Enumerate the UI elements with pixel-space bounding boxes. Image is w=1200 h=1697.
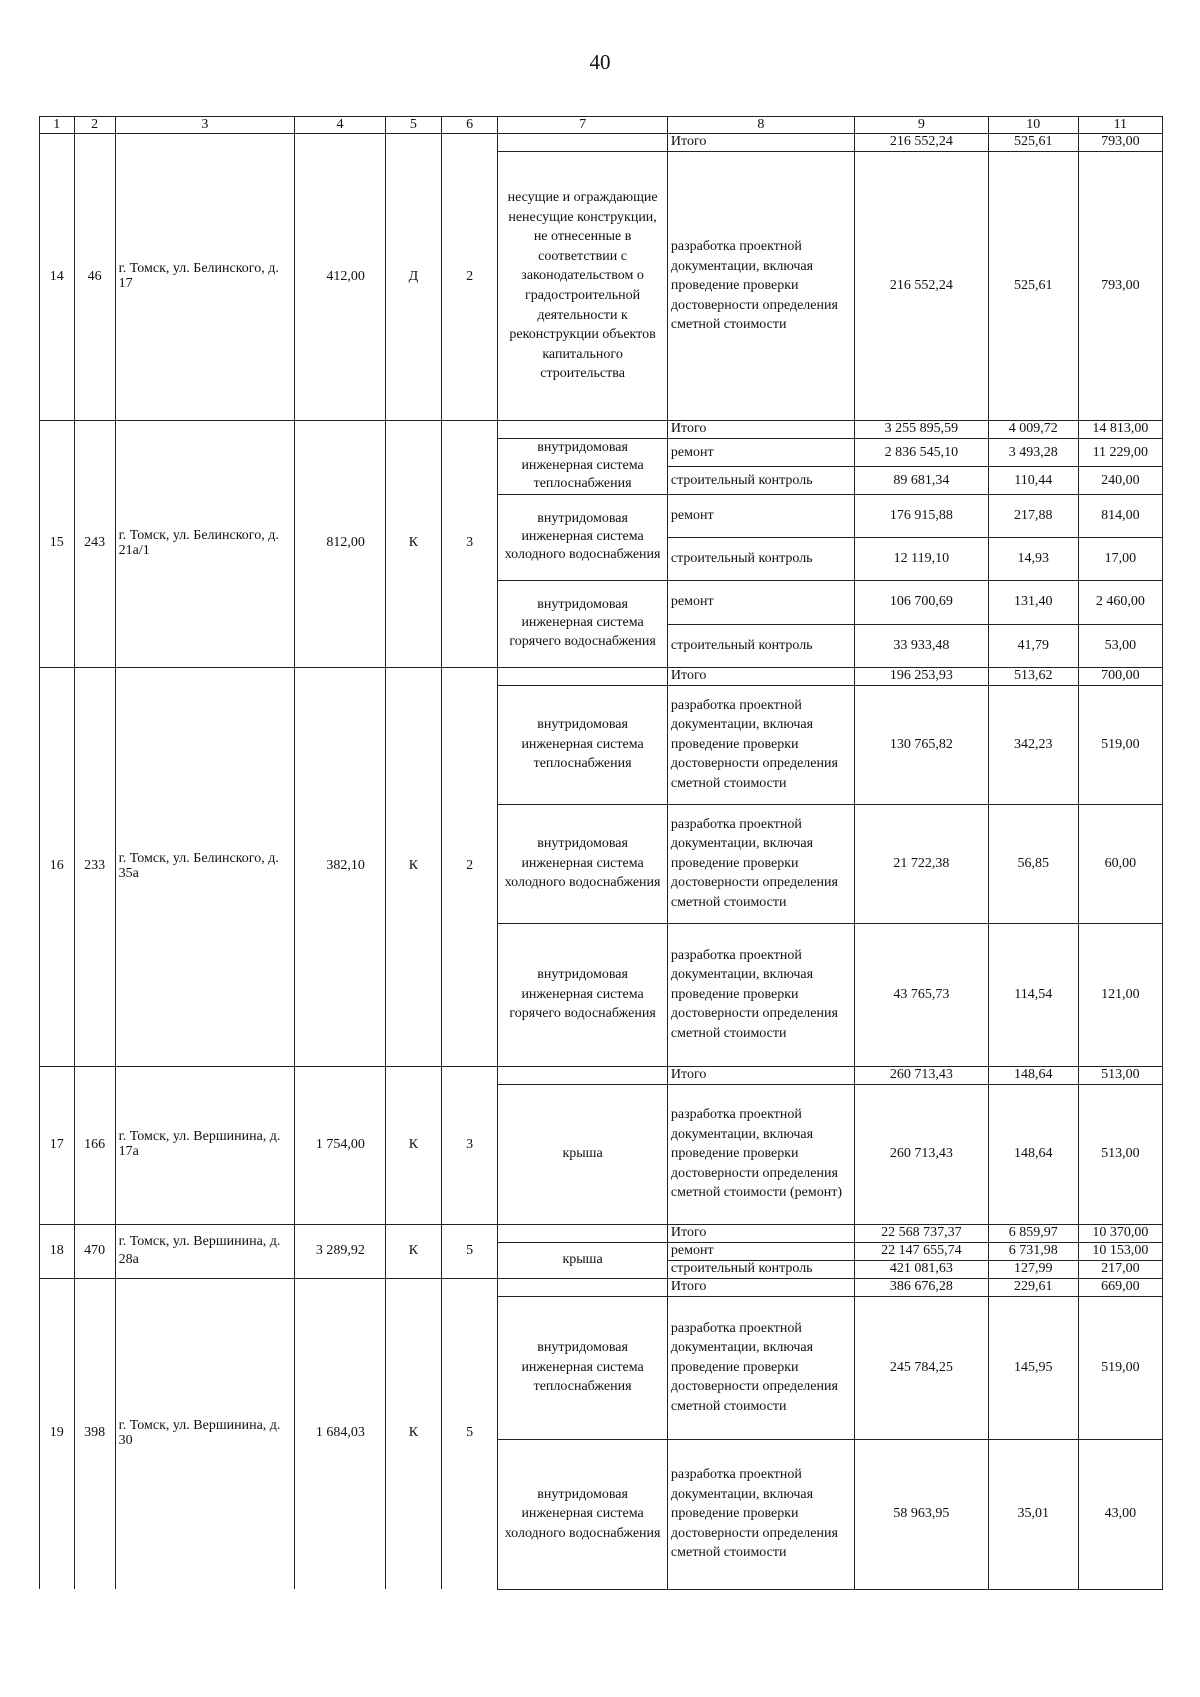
- col-header: 4: [295, 117, 386, 134]
- unit-cost: 114,54: [988, 923, 1078, 1066]
- work-type: ремонт: [667, 580, 854, 624]
- floors: 3: [442, 421, 498, 668]
- page-number: 40: [589, 50, 611, 74]
- system-cell: внутридомовая инженерная система холодного водоснабжения: [498, 494, 668, 580]
- cost: 245 784,25: [854, 1296, 988, 1439]
- category: К: [385, 1224, 441, 1278]
- work-type: ремонт: [667, 439, 854, 467]
- house-id: 46: [74, 134, 115, 421]
- cost: 260 713,43: [854, 1084, 988, 1224]
- unit-cost: 110,44: [988, 467, 1078, 494]
- area: 1 754,00: [295, 1066, 386, 1224]
- work-type: разработка проектной документации, включая проведение проверки достоверности определения сметной стоимости: [667, 923, 854, 1066]
- system-cell: внутридомовая инженерная система теплоснабжения: [498, 685, 668, 804]
- row-number: 16: [40, 667, 75, 1066]
- floors: 2: [442, 667, 498, 1066]
- limit-cost: 793,00: [1078, 152, 1162, 421]
- limit-cost: 519,00: [1078, 685, 1162, 804]
- limit-cost: 53,00: [1078, 624, 1162, 667]
- unit-cost: 41,79: [988, 624, 1078, 667]
- area: 412,00: [295, 134, 386, 421]
- unit-cost: 131,40: [988, 580, 1078, 624]
- table-row: [40, 667, 1163, 685]
- col-header: 7: [498, 117, 668, 134]
- system-cell: крыша: [498, 1084, 668, 1224]
- limit-cost: 14 813,00: [1078, 421, 1162, 439]
- unit-cost: 217,88: [988, 494, 1078, 537]
- cost: 33 933,48: [854, 624, 988, 667]
- work-type: разработка проектной документации, включая проведение проверки достоверности определения сметной стоимости: [667, 804, 854, 923]
- system-cell: внутридомовая инженерная система теплоснабжения: [498, 1296, 668, 1439]
- table-row: [40, 134, 1163, 152]
- system-cell: внутридомовая инженерная система холодного водоснабжения: [498, 804, 668, 923]
- unit-cost: 4 009,72: [988, 421, 1078, 439]
- work-type: разработка проектной документации, включая проведение проверки достоверности определения сметной стоимости (ремонт): [667, 1084, 854, 1224]
- cost: 130 765,82: [854, 685, 988, 804]
- cost: 421 081,63: [854, 1260, 988, 1278]
- unit-cost: 148,64: [988, 1066, 1078, 1084]
- unit-cost: 145,95: [988, 1296, 1078, 1439]
- house-id: 470: [74, 1224, 115, 1278]
- limit-cost: 11 229,00: [1078, 439, 1162, 467]
- col-header: 6: [442, 117, 498, 134]
- area: 382,10: [295, 667, 386, 1066]
- cost: 89 681,34: [854, 467, 988, 494]
- work-type: разработка проектной документации, включая проведение проверки достоверности определения сметной стоимости: [667, 1296, 854, 1439]
- limit-cost: 240,00: [1078, 467, 1162, 494]
- row-number: 15: [40, 421, 75, 668]
- system-cell: крыша: [498, 1242, 668, 1278]
- system-cell: [498, 1224, 668, 1242]
- system-cell: [498, 134, 668, 152]
- address: г. Томск, ул. Вершинина, д. 30: [115, 1278, 294, 1589]
- floors: 5: [442, 1278, 498, 1589]
- system-cell: [498, 1278, 668, 1296]
- row-number: 18: [40, 1224, 75, 1278]
- unit-cost: 148,64: [988, 1084, 1078, 1224]
- col-header: 11: [1078, 117, 1162, 134]
- cost: 58 963,95: [854, 1439, 988, 1589]
- col-header: 3: [115, 117, 294, 134]
- row-number: 17: [40, 1066, 75, 1224]
- house-id: 233: [74, 667, 115, 1066]
- limit-cost: 10 153,00: [1078, 1242, 1162, 1260]
- floors: 3: [442, 1066, 498, 1224]
- work-type: разработка проектной документации, включая проведение проверки достоверности определения сметной стоимости: [667, 1439, 854, 1589]
- work-type: Итого: [667, 1224, 854, 1242]
- cost: 260 713,43: [854, 1066, 988, 1084]
- unit-cost: 35,01: [988, 1439, 1078, 1589]
- work-type: строительный контроль: [667, 624, 854, 667]
- cost: 2 836 545,10: [854, 439, 988, 467]
- area: 812,00: [295, 421, 386, 668]
- col-header: 2: [74, 117, 115, 134]
- cost: 106 700,69: [854, 580, 988, 624]
- work-type: Итого: [667, 1066, 854, 1084]
- area: 3 289,92: [295, 1224, 386, 1278]
- unit-cost: 6 859,97: [988, 1224, 1078, 1242]
- system-cell: внутридомовая инженерная система горячего водоснабжения: [498, 923, 668, 1066]
- limit-cost: 43,00: [1078, 1439, 1162, 1589]
- limit-cost: 793,00: [1078, 134, 1162, 152]
- unit-cost: 513,62: [988, 667, 1078, 685]
- cost: 196 253,93: [854, 667, 988, 685]
- unit-cost: 6 731,98: [988, 1242, 1078, 1260]
- cost: 176 915,88: [854, 494, 988, 537]
- work-type: Итого: [667, 421, 854, 439]
- column-number-row: [40, 117, 1163, 134]
- cost: 216 552,24: [854, 152, 988, 421]
- limit-cost: 814,00: [1078, 494, 1162, 537]
- unit-cost: 525,61: [988, 134, 1078, 152]
- cost: 22 568 737,37: [854, 1224, 988, 1242]
- address: г. Томск, ул. Вершинина, д. 28а: [115, 1224, 294, 1278]
- limit-cost: 60,00: [1078, 804, 1162, 923]
- work-type: ремонт: [667, 1242, 854, 1260]
- area: 1 684,03: [295, 1278, 386, 1589]
- system-cell: внутридомовая инженерная система теплоснабжения: [498, 439, 668, 495]
- system-cell: внутридомовая инженерная система горячего водоснабжения: [498, 580, 668, 667]
- table-row: [40, 421, 1163, 439]
- cost: 43 765,73: [854, 923, 988, 1066]
- limit-cost: 217,00: [1078, 1260, 1162, 1278]
- category: К: [385, 1278, 441, 1589]
- work-type: Итого: [667, 1278, 854, 1296]
- table-row: [40, 1066, 1163, 1084]
- cost: 21 722,38: [854, 804, 988, 923]
- category: К: [385, 667, 441, 1066]
- category: К: [385, 421, 441, 668]
- limit-cost: 10 370,00: [1078, 1224, 1162, 1242]
- table-row: [40, 1224, 1163, 1242]
- work-type: ремонт: [667, 494, 854, 537]
- row-number: 19: [40, 1278, 75, 1589]
- col-header: 5: [385, 117, 441, 134]
- system-cell: [498, 667, 668, 685]
- work-type: Итого: [667, 134, 854, 152]
- unit-cost: 525,61: [988, 152, 1078, 421]
- limit-cost: 2 460,00: [1078, 580, 1162, 624]
- work-type: разработка проектной документации, включая проведение проверки достоверности определения сметной стоимости: [667, 685, 854, 804]
- unit-cost: 342,23: [988, 685, 1078, 804]
- cost: 22 147 655,74: [854, 1242, 988, 1260]
- cost: 386 676,28: [854, 1278, 988, 1296]
- category: Д: [385, 134, 441, 421]
- table-row: [40, 1278, 1163, 1296]
- limit-cost: 519,00: [1078, 1296, 1162, 1439]
- unit-cost: 127,99: [988, 1260, 1078, 1278]
- unit-cost: 3 493,28: [988, 439, 1078, 467]
- work-type: строительный контроль: [667, 537, 854, 580]
- unit-cost: 56,85: [988, 804, 1078, 923]
- register-table: [39, 116, 1163, 1590]
- limit-cost: 17,00: [1078, 537, 1162, 580]
- limit-cost: 513,00: [1078, 1066, 1162, 1084]
- house-id: 166: [74, 1066, 115, 1224]
- work-type: строительный контроль: [667, 1260, 854, 1278]
- limit-cost: 700,00: [1078, 667, 1162, 685]
- limit-cost: 121,00: [1078, 923, 1162, 1066]
- work-type: разработка проектной документации, включая проведение проверки достоверности определения сметной стоимости: [667, 152, 854, 421]
- limit-cost: 513,00: [1078, 1084, 1162, 1224]
- col-header: 1: [40, 117, 75, 134]
- col-header: 8: [667, 117, 854, 134]
- limit-cost: 669,00: [1078, 1278, 1162, 1296]
- system-cell: [498, 1066, 668, 1084]
- system-cell: [498, 421, 668, 439]
- cost: 3 255 895,59: [854, 421, 988, 439]
- floors: 2: [442, 134, 498, 421]
- system-cell: несущие и ограждающие ненесущие конструкции, не отнесенные в соответствии с законодательством о градостроительной деятельности к реконструкции объектов капитального строительства: [498, 152, 668, 421]
- unit-cost: 229,61: [988, 1278, 1078, 1296]
- floors: 5: [442, 1224, 498, 1278]
- col-header: 9: [854, 117, 988, 134]
- address: г. Томск, ул. Вершинина, д. 17а: [115, 1066, 294, 1224]
- cost: 12 119,10: [854, 537, 988, 580]
- work-type: Итого: [667, 667, 854, 685]
- address: г. Томск, ул. Белинского, д. 21а/1: [115, 421, 294, 668]
- system-cell: внутридомовая инженерная система холодного водоснабжения: [498, 1439, 668, 1589]
- category: К: [385, 1066, 441, 1224]
- address: г. Томск, ул. Белинского, д. 17: [115, 134, 294, 421]
- cost: 216 552,24: [854, 134, 988, 152]
- row-number: 14: [40, 134, 75, 421]
- unit-cost: 14,93: [988, 537, 1078, 580]
- house-id: 398: [74, 1278, 115, 1589]
- address: г. Томск, ул. Белинского, д. 35а: [115, 667, 294, 1066]
- work-type: строительный контроль: [667, 467, 854, 494]
- col-header: 10: [988, 117, 1078, 134]
- house-id: 243: [74, 421, 115, 668]
